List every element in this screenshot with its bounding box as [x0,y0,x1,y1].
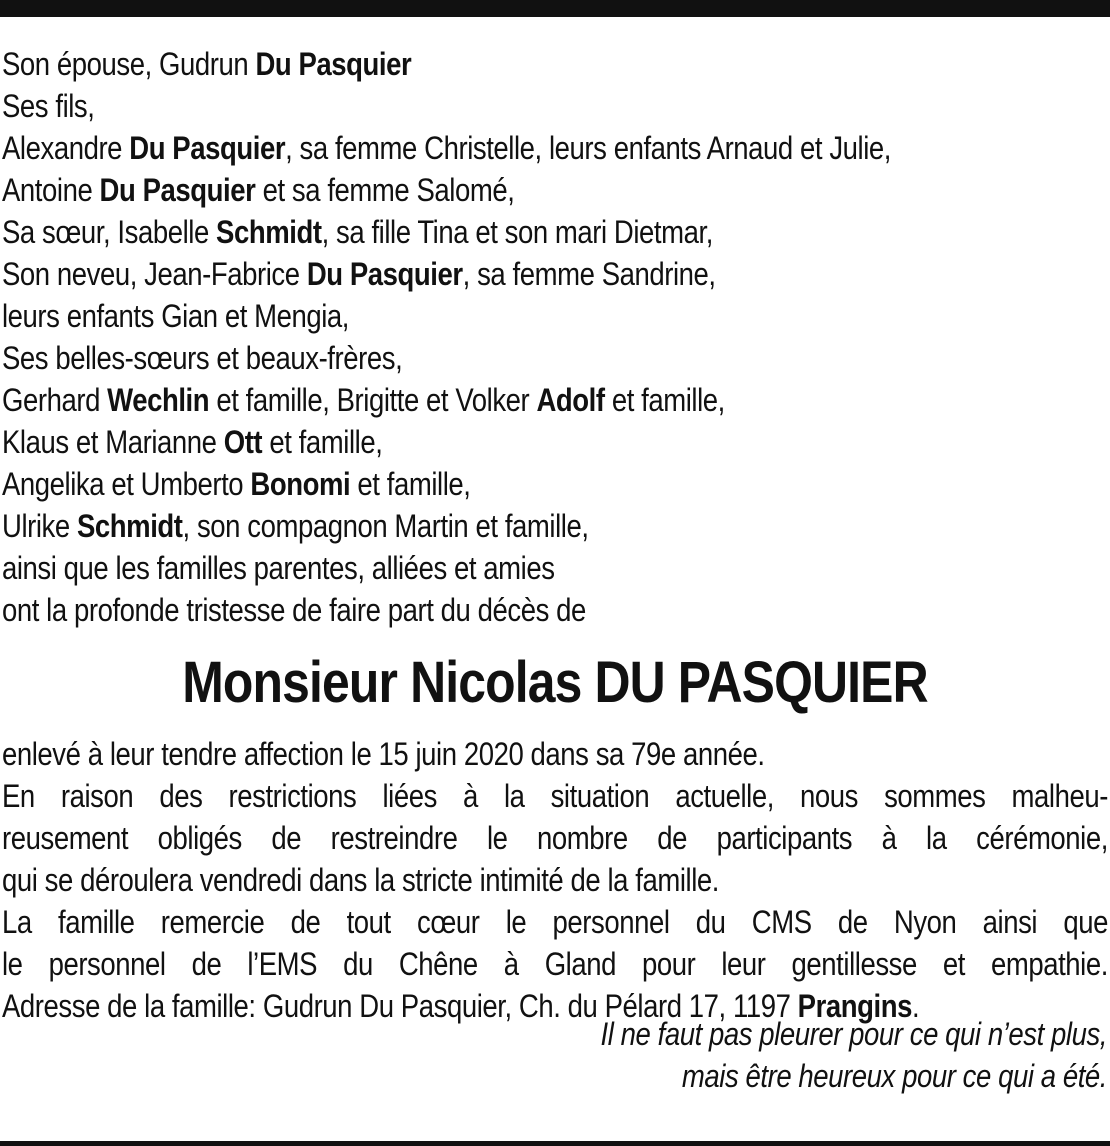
family-line-announcement: ont la profonde tristesse de faire part du décès de [2,592,586,628]
family-line-sister [2,211,953,253]
body-line: enlevé à leur tendre affection le 15 juin 2020 dans sa 79e année. [2,736,765,772]
quote-line: mais être heureux pour ce qui a été. [681,1058,1107,1094]
family-line-inlaw4 [2,505,953,547]
town: Prangins [797,988,912,1024]
text: Angelika et Umberto [2,466,251,502]
family-line-son1 [2,127,953,169]
body-line: le personnel de l’EMS du Chêne à Gland pour leur gentillesse et empathie. [2,946,1108,982]
surname: Adolf [536,382,605,418]
deceased-name: Monsieur Nicolas DU PASQUIER [182,650,928,715]
body-line: reusement obligés de restreindre le nombre de participants à la cérémonie, [2,820,1108,856]
family-list [2,43,953,631]
text: , sa femme Christelle, leurs enfants Arnaud et Julie, [285,130,891,166]
surname: Wechlin [107,382,210,418]
quote-line: Il ne faut pas pleurer pour ce qui n’est plus, [600,1016,1107,1052]
family-line-wife [2,43,953,85]
text: et famille, [262,424,383,460]
text: , son compagnon Martin et famille, [182,508,589,544]
family-line-inlaw1 [2,379,953,421]
text: et famille, [604,382,725,418]
body-line: La famille remercie de tout cœur le personnel du CMS de Nyon ainsi que [2,904,1108,940]
family-line-relatives: ainsi que les familles parentes, alliées et amies [2,550,555,586]
text: et sa femme Salomé, [255,172,515,208]
text: , sa fille Tina et son mari Dietmar, [321,214,713,250]
surname: Ott [223,424,263,460]
family-line-son2 [2,169,953,211]
text: Adresse de la famille: Gudrun Du Pasquier, Ch. du Pélard 17, 1197 [2,988,798,1024]
surname: Du Pasquier [129,130,286,166]
text: Klaus et Marianne [2,424,224,460]
text: Son neveu, Jean-Fabrice [2,256,307,292]
family-line-inlaw3 [2,463,953,505]
text: , sa femme Sandrine, [462,256,716,292]
family-line-inlaw2 [2,421,953,463]
text: . [911,988,920,1024]
obituary-body [2,733,1108,1027]
body-line: qui se déroulera vendredi dans la stricte intimité de la famille. [2,862,719,898]
surname: Schmidt [76,508,183,544]
surname: Du Pasquier [255,46,412,82]
family-line-sons-heading: Ses fils, [2,88,95,124]
body-line: En raison des restrictions liées à la situation actuelle, nous sommes malheu- [2,778,1108,814]
family-line-inlaws-heading: Ses belles-sœurs et beaux-frères, [2,340,403,376]
family-line-nephew-children: leurs enfants Gian et Mengia, [2,298,350,334]
text: Sa sœur, Isabelle [2,214,217,250]
top-rule [0,0,1110,17]
text: Ulrike [2,508,77,544]
text: et famille, [350,466,471,502]
text: et famille, Brigitte et Volker [209,382,537,418]
text: Antoine [2,172,100,208]
closing-quote [1,1013,1107,1097]
surname: Bonomi [250,466,351,502]
surname: Du Pasquier [99,172,256,208]
surname: Schmidt [216,214,322,250]
text: Son épouse, Gudrun [2,46,256,82]
bottom-rule [0,1141,1110,1146]
text: Gerhard [2,382,108,418]
surname: Du Pasquier [306,256,463,292]
text: Alexandre [2,130,130,166]
family-line-nephew [2,253,953,295]
